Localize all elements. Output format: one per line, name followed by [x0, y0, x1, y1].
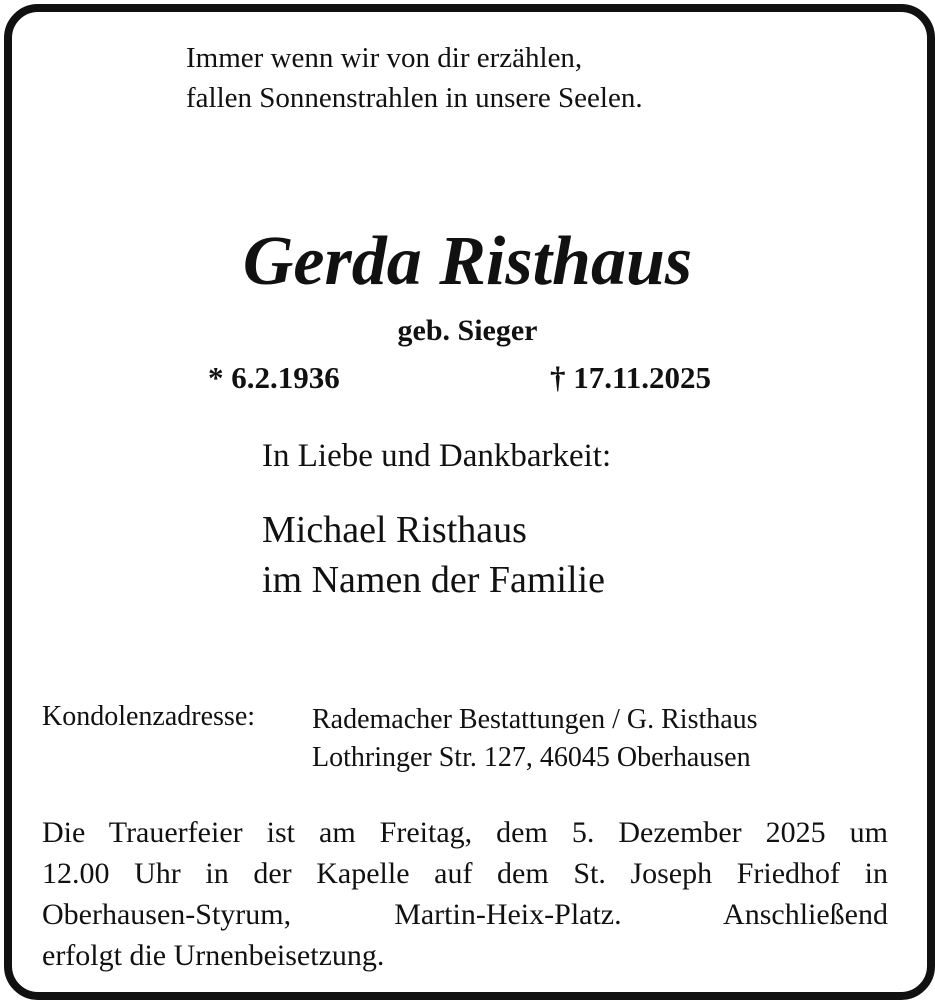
address-line: Rademacher Bestattungen / G. Risthaus	[312, 704, 758, 735]
death-date: † 17.11.2025	[550, 360, 712, 395]
motto-line: Immer wenn wir von dir erzählen,	[186, 42, 583, 74]
condolence-address	[312, 701, 758, 777]
condolence-label: Kondolenzadresse:	[42, 701, 256, 732]
ceremony-line: Die Trauerfeier ist am Freitag, dem 5. Dezember 2025 um	[42, 816, 888, 849]
mourner-family: im Namen der Familie	[262, 559, 605, 601]
mourner-name: Michael Risthaus	[262, 509, 527, 551]
motto-line: fallen Sonnenstrahlen in unsere Seelen.	[186, 82, 643, 114]
ceremony-line: erfolgt die Urnenbeisetzung.	[42, 939, 385, 972]
ceremony-line: Oberhausen-Styrum, Martin-Heix-Platz. Anschließend	[42, 898, 888, 931]
ceremony-text	[42, 812, 888, 976]
ceremony-line: 12.00 Uhr in der Kapelle auf dem St. Joseph Friedhof in	[42, 857, 888, 890]
mourners	[262, 505, 605, 605]
deceased-name: Gerda Risthaus	[242, 223, 693, 300]
motto	[186, 38, 643, 118]
maiden-name: geb. Sieger	[397, 314, 538, 347]
birth-date: * 6.2.1936	[208, 360, 340, 395]
address-line: Lothringer Str. 127, 46045 Oberhausen	[312, 742, 751, 773]
thanks-intro: In Liebe und Dankbarkeit:	[262, 438, 612, 474]
